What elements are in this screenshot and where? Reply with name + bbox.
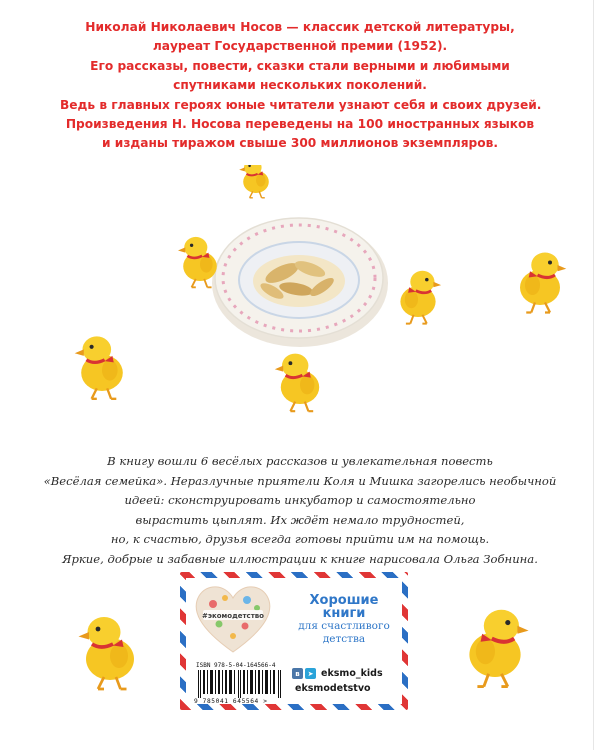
- book-description: [30, 452, 570, 570]
- bio-line: лауреат Государственной премии (1952).: [152, 39, 448, 54]
- publisher-slogan: [290, 594, 398, 646]
- bio-line: Его рассказы, повести, сказки стали верными и любимыми: [90, 58, 510, 73]
- chick-bottom-right: [469, 610, 528, 687]
- slogan-line: детства: [322, 633, 366, 645]
- desc-line: но, к счастью, друзья всегда готовы прийти им на помощь.: [110, 532, 490, 547]
- bio-line: Ведь в главных героях юные читатели узнают себя и своих друзей.: [60, 97, 542, 112]
- desc-line: В книгу вошли 6 весёлых рассказов и увлекательная повесть: [107, 454, 493, 468]
- chick-left-plate: [178, 237, 217, 287]
- social-handle[interactable]: eksmodetstvo: [295, 683, 371, 694]
- desc-line: «Весёлая семейка». Неразлучные приятели Коля и Мишка загорелись необычной: [43, 473, 557, 488]
- chick-right-plate: [400, 271, 441, 324]
- chick-left: [75, 336, 123, 398]
- isbn-label: ISBN 978-5-04-164566-4: [196, 662, 276, 669]
- chicks-and-plate-illustration: [0, 165, 600, 455]
- publisher-panel: [180, 572, 408, 710]
- slogan-line: книги: [322, 606, 366, 621]
- publisher-panel-inner: [186, 578, 402, 704]
- bio-line: и изданы тиражом свыше 300 миллионов экземпляров.: [102, 136, 498, 151]
- social-links: [292, 668, 402, 698]
- bio-line: Николай Николаевич Носов — классик детской литературы,: [85, 20, 515, 34]
- vk-icon: в: [292, 668, 303, 679]
- slogan-line: для счастливого: [298, 620, 390, 632]
- barcode-number: 9 785041 645564 >: [194, 698, 268, 705]
- bio-line: Произведения Н. Носова переведены на 100 иностранных языков: [65, 117, 535, 132]
- chick-right: [520, 253, 566, 313]
- desc-line: Яркие, добрые и забавные иллюстрации к книге нарисовала Ольга Зобнина.: [62, 551, 538, 566]
- desc-line: вырастить цыплят. Их ждёт немало трудностей,: [135, 512, 465, 527]
- desc-line: идеей: сконструировать инкубатор и самостоятельно: [124, 493, 476, 508]
- chick-small-top: [239, 165, 269, 198]
- social-handle[interactable]: eksmo_kids: [321, 668, 383, 679]
- heart-label: #экомодетство: [201, 612, 265, 620]
- ecomodetstvo-heart-logo: [189, 580, 277, 656]
- author-bio: [60, 18, 540, 154]
- barcode: [196, 670, 284, 698]
- social-row-vk[interactable]: [292, 668, 402, 679]
- chick-bottom-left: [79, 617, 135, 689]
- telegram-icon: ➤: [305, 668, 316, 679]
- chick-bottom-center: [275, 354, 319, 412]
- slogan-line: Хорошие: [309, 593, 379, 608]
- bio-line: спутниками нескольких поколений.: [173, 78, 427, 93]
- social-row-telegram[interactable]: [292, 683, 402, 694]
